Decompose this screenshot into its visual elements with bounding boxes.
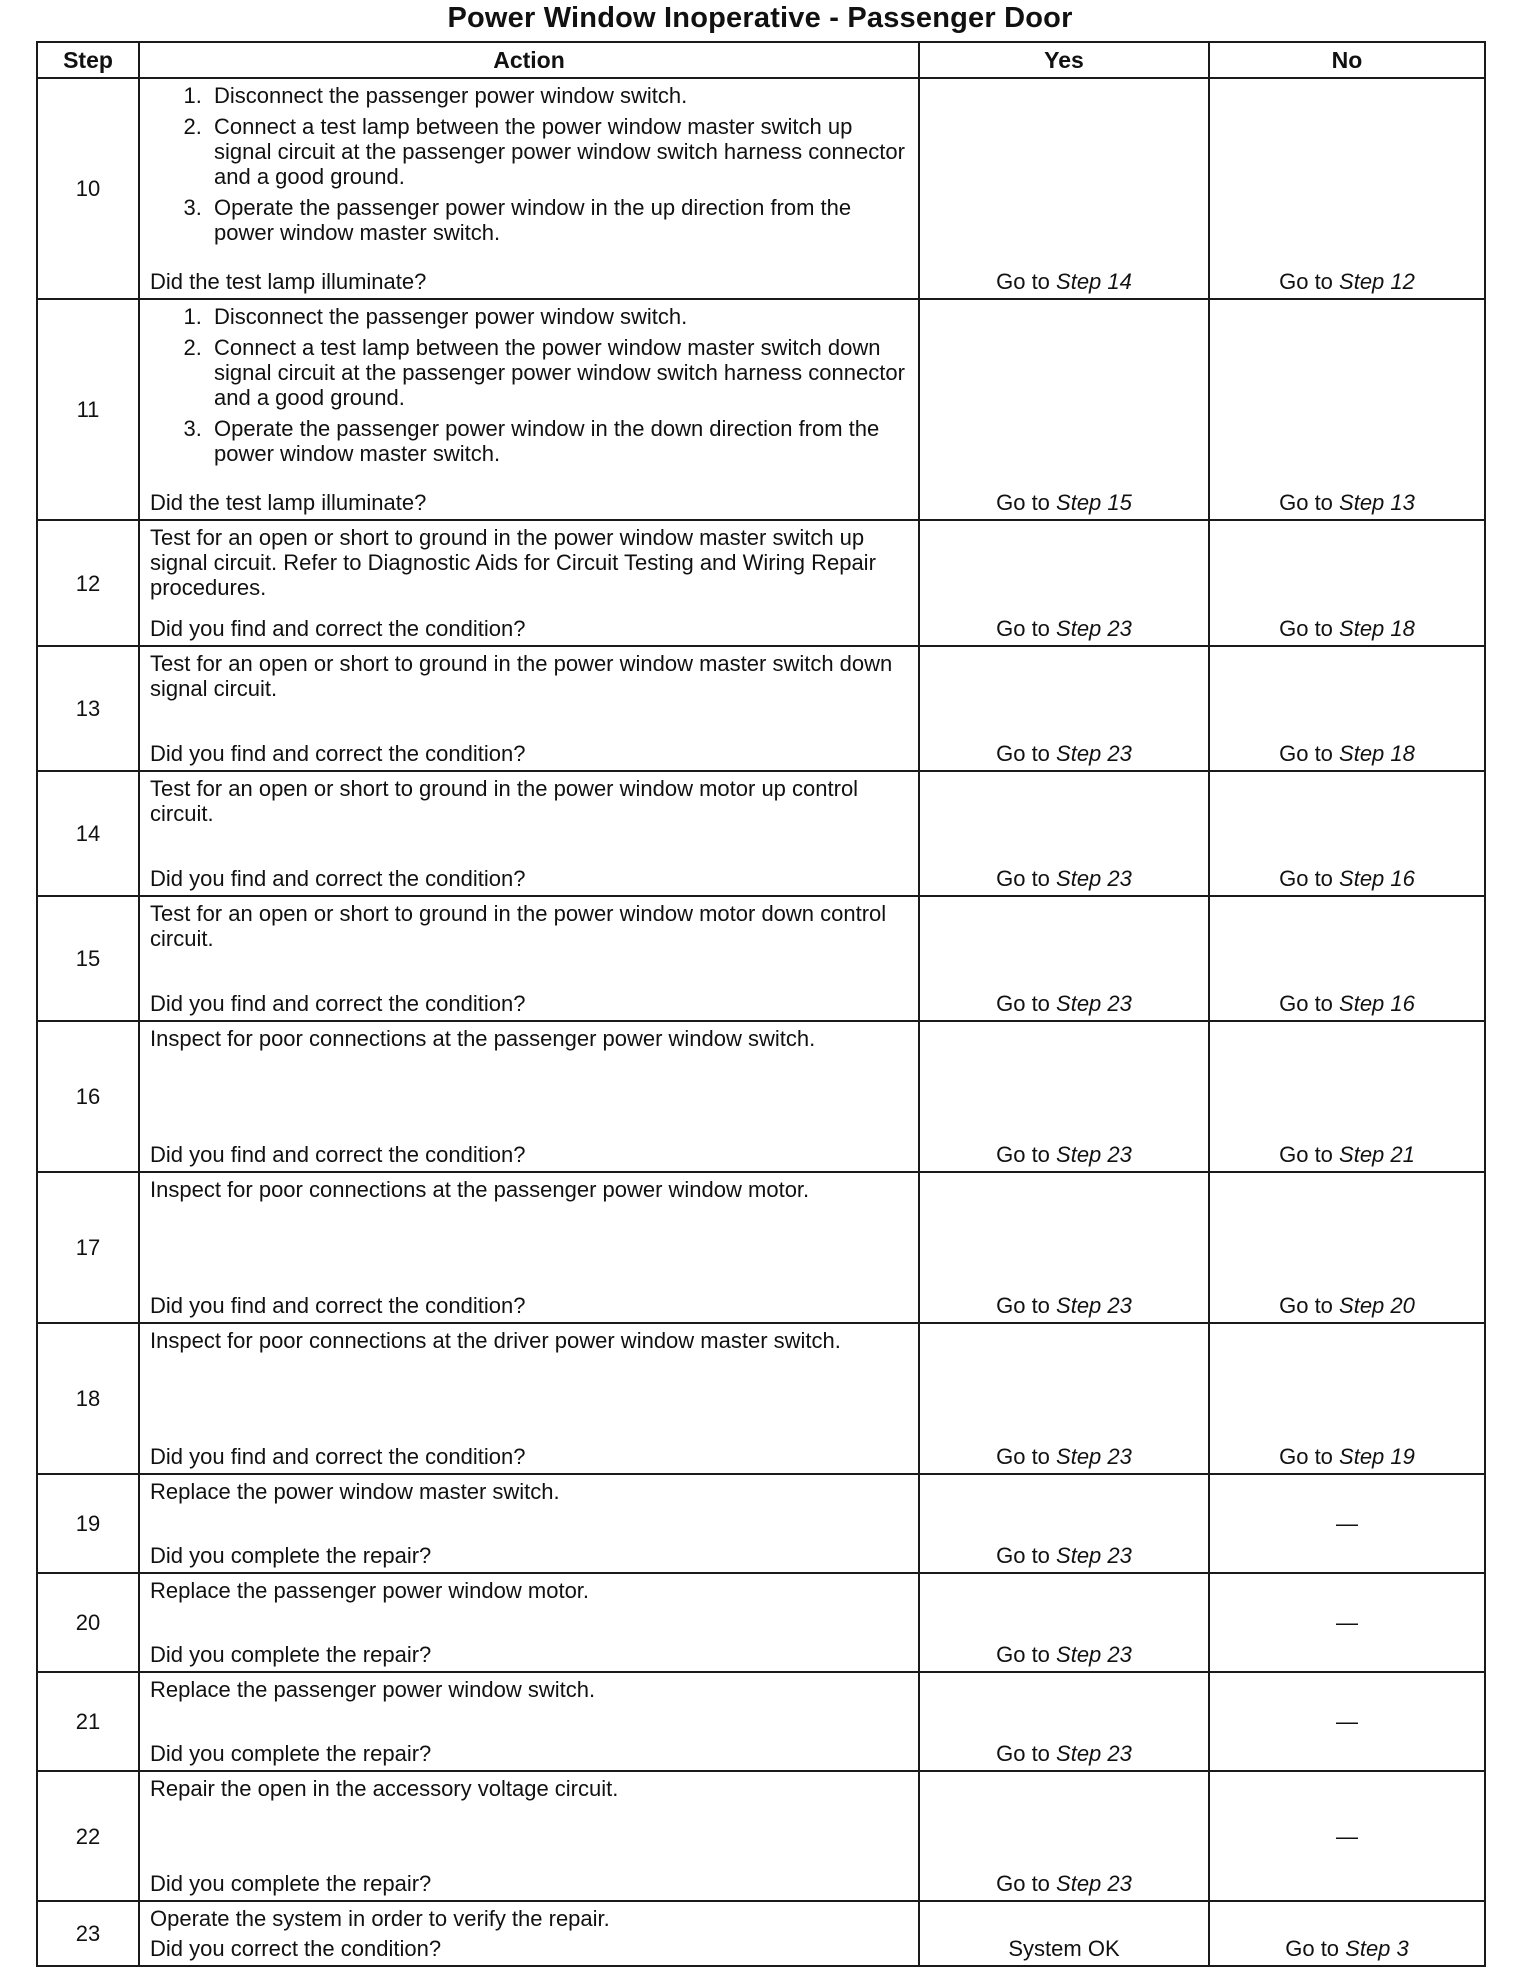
numbered-step: 2. Connect a test lamp between the power window master switch up signal circuit at the passenger power window switch harness connector and a good ground.	[208, 114, 908, 189]
yes-result-cell	[919, 1474, 1209, 1573]
yes-result-cell	[919, 896, 1209, 1021]
not-applicable-dash: —	[1336, 1511, 1358, 1536]
goto-step-link: Step 23	[1056, 1142, 1132, 1167]
action-content	[150, 1578, 908, 1667]
action-description: Replace the passenger power window switch.	[150, 1677, 596, 1702]
goto-step-link: Step 16	[1339, 866, 1415, 891]
yes-result-cell	[919, 1672, 1209, 1771]
action-description: Test for an open or short to ground in the power window motor up control circuit.	[150, 776, 859, 826]
action-content	[150, 1776, 908, 1896]
numbered-step: 1. Disconnect the passenger power window switch.	[208, 83, 908, 108]
no-result-cell	[1209, 1771, 1485, 1901]
goto-step-link: Step 23	[1056, 616, 1132, 641]
table-row	[37, 1771, 1485, 1901]
goto-prefix: Go to	[996, 1642, 1057, 1667]
action-instructions	[150, 1677, 908, 1702]
goto-step-link: Step 13	[1339, 490, 1415, 515]
no-result-cell	[1209, 771, 1485, 896]
action-cell	[139, 1021, 919, 1172]
yes-result-cell	[919, 646, 1209, 771]
numbered-step: 1. Disconnect the passenger power window switch.	[208, 304, 908, 329]
goto-step-link: Step 23	[1056, 866, 1132, 891]
page-title: Power Window Inoperative - Passenger Door	[447, 2, 1073, 34]
no-result-cell	[1209, 1323, 1485, 1474]
goto-prefix: Go to	[1279, 1142, 1340, 1167]
action-cell	[139, 1323, 919, 1474]
table-row	[37, 1474, 1485, 1573]
goto-prefix: Go to	[1279, 1444, 1340, 1469]
numbered-steps	[150, 83, 908, 245]
table-row	[37, 646, 1485, 771]
table-row	[37, 771, 1485, 896]
action-content	[150, 651, 908, 766]
action-cell	[139, 1474, 919, 1573]
goto-prefix: Go to	[996, 1293, 1057, 1318]
action-content	[150, 304, 908, 515]
yes-result-cell	[919, 1021, 1209, 1172]
table-body	[37, 78, 1485, 1966]
goto-prefix: Go to	[996, 1543, 1057, 1568]
action-cell	[139, 771, 919, 896]
table-row	[37, 1672, 1485, 1771]
action-cell	[139, 1672, 919, 1771]
goto-step-link: Step 23	[1056, 1741, 1132, 1766]
header-no: No	[1209, 42, 1485, 78]
action-question: Did you find and correct the condition?	[150, 616, 526, 641]
header-step: Step	[37, 42, 139, 78]
action-question: Did you find and correct the condition?	[150, 1444, 526, 1469]
goto-prefix: Go to	[1279, 741, 1340, 766]
goto-step-link: Step 21	[1339, 1142, 1415, 1167]
numbered-step: 3. Operate the passenger power window in the down direction from the power window master switch.	[208, 416, 908, 466]
numbered-step: 2. Connect a test lamp between the power window master switch down signal circuit at the passenger power window switch harness connector and a good ground.	[208, 335, 908, 410]
no-result-cell	[1209, 896, 1485, 1021]
action-instructions	[150, 83, 908, 251]
action-description: Test for an open or short to ground in the power window master switch up signal circuit. Refer to Diagnostic Aids for Circuit Testing and Wiring Repair procedures.	[150, 525, 876, 600]
goto-step-link: Step 3	[1345, 1936, 1409, 1961]
action-cell	[139, 1901, 919, 1966]
yes-result-cell	[919, 771, 1209, 896]
step-number: 18	[37, 1323, 139, 1474]
action-description: Replace the power window master switch.	[150, 1479, 560, 1504]
table-row	[37, 78, 1485, 299]
action-question: Did the test lamp illuminate?	[150, 490, 427, 515]
action-instructions	[150, 525, 908, 600]
action-instructions	[150, 776, 908, 826]
header-row	[37, 42, 1485, 78]
goto-prefix: Go to	[996, 269, 1057, 294]
action-question: Did you find and correct the condition?	[150, 866, 526, 891]
goto-step-link: Step 14	[1056, 269, 1132, 294]
step-number: 19	[37, 1474, 139, 1573]
action-cell	[139, 520, 919, 646]
goto-step-link: Step 23	[1056, 1642, 1132, 1667]
action-instructions	[150, 1479, 908, 1504]
goto-prefix: Go to	[996, 866, 1057, 891]
action-instructions	[150, 1906, 908, 1931]
diagnostic-table	[36, 41, 1486, 1967]
no-result-cell	[1209, 1172, 1485, 1323]
action-question: Did you find and correct the condition?	[150, 1293, 526, 1318]
action-question: Did you correct the condition?	[150, 1936, 442, 1961]
goto-prefix: Go to	[1279, 1293, 1340, 1318]
goto-step-link: Step 18	[1339, 616, 1415, 641]
no-result-cell	[1209, 1901, 1485, 1966]
goto-prefix: Go to	[1279, 866, 1340, 891]
action-instructions	[150, 901, 908, 951]
action-description: Repair the open in the accessory voltage circuit.	[150, 1776, 619, 1801]
action-instructions	[150, 304, 908, 472]
action-description: Inspect for poor connections at the passenger power window switch.	[150, 1026, 816, 1051]
action-content	[150, 83, 908, 294]
yes-result-cell	[919, 1573, 1209, 1672]
action-content	[150, 1677, 908, 1766]
numbered-step: 3. Operate the passenger power window in the up direction from the power window master switch.	[208, 195, 908, 245]
goto-step-link: Step 23	[1056, 1871, 1132, 1896]
action-question: Did you complete the repair?	[150, 1871, 432, 1896]
goto-prefix: Go to	[996, 1142, 1057, 1167]
no-result-cell	[1209, 646, 1485, 771]
numbered-steps	[150, 304, 908, 466]
goto-step-link: Step 23	[1056, 1444, 1132, 1469]
no-result-cell	[1209, 1573, 1485, 1672]
goto-prefix: Go to	[996, 1444, 1057, 1469]
goto-step-link: Step 19	[1339, 1444, 1415, 1469]
not-applicable-dash: —	[1336, 1709, 1358, 1734]
goto-prefix: Go to	[996, 741, 1057, 766]
step-number: 14	[37, 771, 139, 896]
result-text: System OK	[1008, 1936, 1120, 1961]
goto-step-link: Step 23	[1056, 741, 1132, 766]
step-number: 12	[37, 520, 139, 646]
action-question: Did you complete the repair?	[150, 1543, 432, 1568]
goto-step-link: Step 18	[1339, 741, 1415, 766]
table-row	[37, 1573, 1485, 1672]
step-number: 22	[37, 1771, 139, 1901]
step-number: 10	[37, 78, 139, 299]
goto-step-link: Step 15	[1056, 490, 1132, 515]
action-instructions	[150, 1026, 908, 1051]
goto-prefix: Go to	[1279, 991, 1340, 1016]
table-row	[37, 1172, 1485, 1323]
action-cell	[139, 1172, 919, 1323]
yes-result-cell	[919, 78, 1209, 299]
action-content	[150, 1026, 908, 1167]
no-result-cell	[1209, 1672, 1485, 1771]
action-cell	[139, 1771, 919, 1901]
action-question: Did you find and correct the condition?	[150, 991, 526, 1016]
goto-step-link: Step 12	[1339, 269, 1415, 294]
action-cell	[139, 646, 919, 771]
goto-prefix: Go to	[996, 1871, 1057, 1896]
action-description: Operate the system in order to verify the repair.	[150, 1906, 610, 1931]
table-row	[37, 1021, 1485, 1172]
table-row	[37, 1901, 1485, 1966]
action-instructions	[150, 1177, 908, 1202]
not-applicable-dash: —	[1336, 1823, 1358, 1849]
action-description: Inspect for poor connections at the driver power window master switch.	[150, 1328, 841, 1353]
action-content	[150, 776, 908, 891]
yes-result-cell	[919, 1172, 1209, 1323]
step-number: 13	[37, 646, 139, 771]
yes-result-cell	[919, 1323, 1209, 1474]
no-result-cell	[1209, 1021, 1485, 1172]
action-content	[150, 1479, 908, 1568]
action-description: Inspect for poor connections at the passenger power window motor.	[150, 1177, 810, 1202]
goto-prefix: Go to	[996, 616, 1057, 641]
action-cell	[139, 896, 919, 1021]
action-instructions	[150, 1578, 908, 1603]
no-result-cell	[1209, 1474, 1485, 1573]
action-cell	[139, 299, 919, 520]
header-yes: Yes	[919, 42, 1209, 78]
yes-result-cell	[919, 520, 1209, 646]
action-question: Did the test lamp illuminate?	[150, 269, 427, 294]
goto-step-link: Step 23	[1056, 1293, 1132, 1318]
table-row	[37, 1323, 1485, 1474]
action-question: Did you complete the repair?	[150, 1642, 432, 1667]
step-number: 16	[37, 1021, 139, 1172]
goto-prefix: Go to	[996, 1741, 1057, 1766]
yes-result-cell	[919, 1771, 1209, 1901]
action-question: Did you complete the repair?	[150, 1741, 432, 1766]
table-row	[37, 520, 1485, 646]
step-number: 11	[37, 299, 139, 520]
no-result-cell	[1209, 299, 1485, 520]
action-content	[150, 901, 908, 1016]
action-instructions	[150, 1328, 908, 1353]
table-row	[37, 896, 1485, 1021]
yes-result-cell	[919, 1901, 1209, 1966]
action-instructions	[150, 1776, 908, 1801]
step-number: 21	[37, 1672, 139, 1771]
step-number: 20	[37, 1573, 139, 1672]
action-content	[150, 1177, 908, 1318]
no-result-cell	[1209, 520, 1485, 646]
goto-prefix: Go to	[1279, 269, 1340, 294]
step-number: 15	[37, 896, 139, 1021]
no-result-cell	[1209, 78, 1485, 299]
step-number: 17	[37, 1172, 139, 1323]
action-cell	[139, 78, 919, 299]
not-applicable-dash: —	[1336, 1610, 1358, 1635]
goto-step-link: Step 23	[1056, 991, 1132, 1016]
action-question: Did you find and correct the condition?	[150, 1142, 526, 1167]
table-row	[37, 299, 1485, 520]
goto-step-link: Step 20	[1339, 1293, 1415, 1318]
action-content	[150, 1328, 908, 1469]
action-cell	[139, 1573, 919, 1672]
action-description: Test for an open or short to ground in the power window motor down control circuit.	[150, 901, 887, 951]
goto-prefix: Go to	[996, 490, 1057, 515]
action-description: Replace the passenger power window motor.	[150, 1578, 590, 1603]
action-content	[150, 525, 908, 641]
action-content	[150, 1906, 908, 1961]
action-instructions	[150, 651, 908, 701]
yes-result-cell	[919, 299, 1209, 520]
step-number: 23	[37, 1901, 139, 1966]
action-question: Did you find and correct the condition?	[150, 741, 526, 766]
header-action: Action	[139, 42, 919, 78]
goto-step-link: Step 23	[1056, 1543, 1132, 1568]
goto-prefix: Go to	[1285, 1936, 1346, 1961]
goto-prefix: Go to	[996, 991, 1057, 1016]
goto-prefix: Go to	[1279, 490, 1340, 515]
goto-step-link: Step 16	[1339, 991, 1415, 1016]
goto-prefix: Go to	[1279, 616, 1340, 641]
action-description: Test for an open or short to ground in the power window master switch down signal circuit.	[150, 651, 893, 701]
